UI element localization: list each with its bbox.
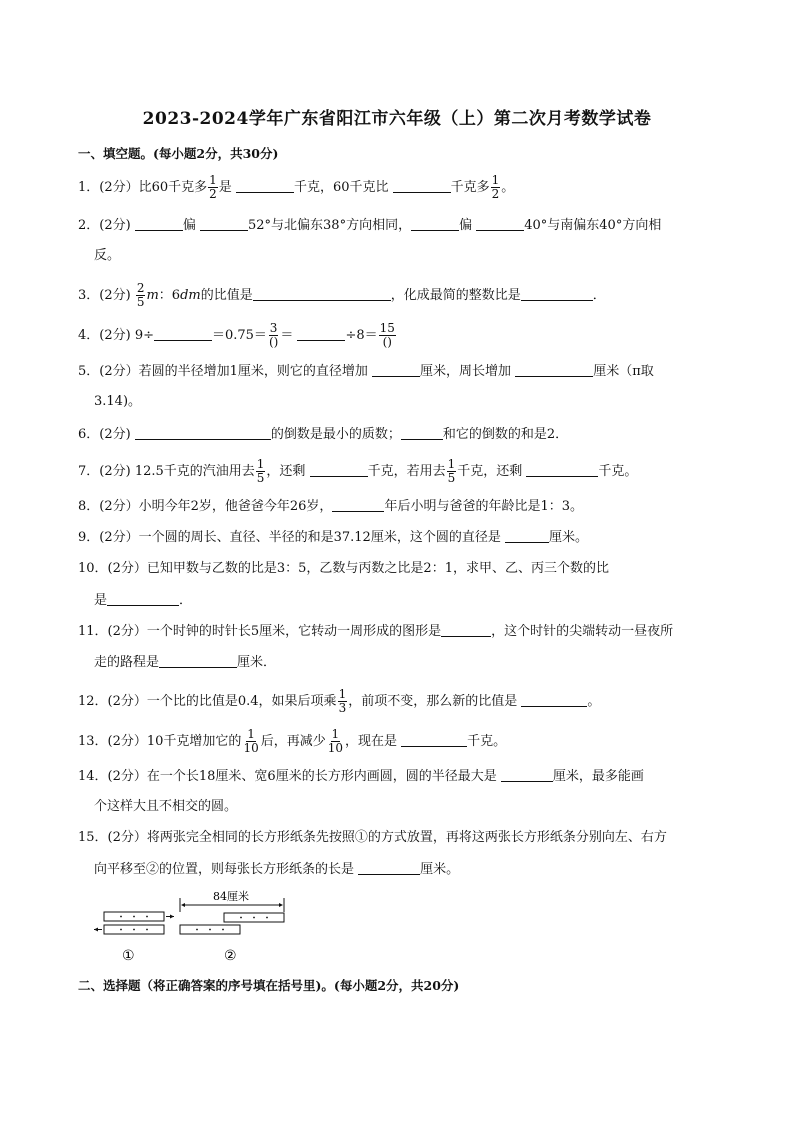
question-9: 9．(2分）一个圆的周长、直径、半径的和是37.12厘米，这个圆的直径是 厘米。 [78,530,588,545]
question-5-continued: 3.14)。 [94,394,142,409]
question-2: 2．(2分) 偏 52°与北偏东38°方向相同， 偏 40°与南偏东40°方向相 [78,218,662,233]
answer-blank[interactable] [526,462,598,477]
answer-blank[interactable] [135,425,271,440]
page-title: 2023-2024学年广东省阳江市六年级（上）第二次月考数学试卷 [142,109,652,129]
answer-blank[interactable] [476,216,524,231]
answer-blank[interactable] [154,326,212,341]
question-14-continued: 个这样大且不相交的圆。 [94,799,238,814]
question-10: 10．(2分）已知甲数与乙数的比是3：5，乙数与丙数之比是2：1，求甲、乙、丙三个数的比 [78,561,609,576]
q1-text: 1．(2分）比60千克多 [78,180,208,195]
fraction-1-3: $\frac{1}{3}$ [338,687,347,715]
answer-blank[interactable] [297,326,345,341]
answer-blank[interactable] [236,178,294,193]
question-4: 4．(2分) 9÷ ＝0.75＝ $\frac{3}{()}$ ＝ ÷8＝ $\frac{15}{()}$ [78,321,395,349]
answer-blank[interactable] [372,362,420,377]
question-8: 8．(2分）小明今年2岁，他爸爸今年26岁， 年后小明与爸爸的年龄比是1：3。 [78,499,583,514]
answer-blank[interactable] [310,462,368,477]
answer-blank[interactable] [441,622,491,637]
question-13: 13．(2分）10千克增加它的 $\frac{1}{10}$ 后，再减少 $\frac{1}{10}$ ，现在是 千克。 [78,727,507,755]
question-10-continued: 是 ． [94,593,193,608]
section-multiple-choice-heading: 二、选择题（将正确答案的序号填在括号里)。(每小题2分，共20分) [78,978,460,993]
fraction-1-10: $\frac{1}{10}$ [327,727,344,755]
question-7: 7．(2分) 12.5千克的汽油用去 $\frac{1}{5}$ ，还剩 千克，若用去 $\frac{1}{5}$ 千克，还剩 千克。 [78,457,638,485]
answer-blank[interactable] [515,362,593,377]
question-15: 15．(2分）将两张完全相同的长方形纸条先按照①的方式放置，再将这两张长方形纸条分别向左、右方 [78,830,667,845]
answer-blank[interactable] [159,653,237,668]
question-12: 12．(2分）一个比的比值是0.4，如果后项乘 $\frac{1}{3}$ ，前项不变，那么新的比值是 。 [78,687,601,715]
answer-blank[interactable] [505,528,549,543]
fraction-15-blank: $\frac{15}{()}$ [379,321,395,349]
question-6: 6．(2分) 的倒数是最小的质数； 和它的倒数的和是2． [78,427,569,442]
answer-blank[interactable] [521,692,587,707]
fraction-1-2: $\frac{1}{2}$ [491,173,500,201]
answer-blank[interactable] [332,497,384,512]
question-14: 14．(2分）在一个长18厘米、宽6厘米的长方形内画圆，圆的半径最大是 厘米，最多能画 [78,769,644,784]
answer-blank[interactable] [358,860,420,875]
answer-blank[interactable] [200,216,248,231]
answer-blank[interactable] [253,286,391,301]
length-label: 84厘米 [213,890,249,903]
answer-blank[interactable] [401,732,467,747]
question-2-continued: 反。 [94,248,121,263]
fraction-3-blank: $\frac{3}{()}$ [268,321,279,349]
answer-blank[interactable] [501,767,553,782]
fraction-2-5: $\frac{2}{5}$ [136,281,145,309]
fraction-1-10: $\frac{1}{10}$ [243,727,259,755]
answer-blank[interactable] [411,216,459,231]
question-11-continued: 走的路程是 厘米． [94,655,277,670]
answer-blank[interactable] [393,178,451,193]
answer-blank[interactable] [521,286,593,301]
answer-blank[interactable] [107,591,179,606]
question-15-continued: 向平移至②的位置，则每张长方形纸条的长是 厘米。 [94,862,460,877]
question-5: 5．(2分）若圆的半径增加1厘米，则它的直径增加 厘米，周长增加 厘米（π取 [78,364,654,379]
section-fill-blank-heading: 一、填空题。(每小题2分，共30分) [78,146,279,161]
answer-blank[interactable] [135,216,183,231]
fraction-1-2: $\frac{1}{2}$ [209,173,217,201]
figure-label-1: ① [122,948,135,964]
question-3: 3．(2分) $\frac{2}{5}$ m：6dm的比值是 ，化成最简的整数比是 ． [78,281,606,309]
question-11: 11．(2分）一个时钟的时针长5厘米，它转动一周形成的图形是 ，这个时针的尖端转动一昼夜所 [78,624,674,639]
question-1: 1．(2分）比60千克多 $\frac{1}{2}$ 是 千克，60千克比 千克多 $\frac{1}{2}$ 。 [78,173,515,201]
figure-label-2: ② [224,948,237,964]
answer-blank[interactable] [401,425,443,440]
fraction-1-5: $\frac{1}{5}$ [447,457,456,485]
fraction-1-5: $\frac{1}{5}$ [256,457,265,485]
paper-strips-figure [90,888,300,968]
